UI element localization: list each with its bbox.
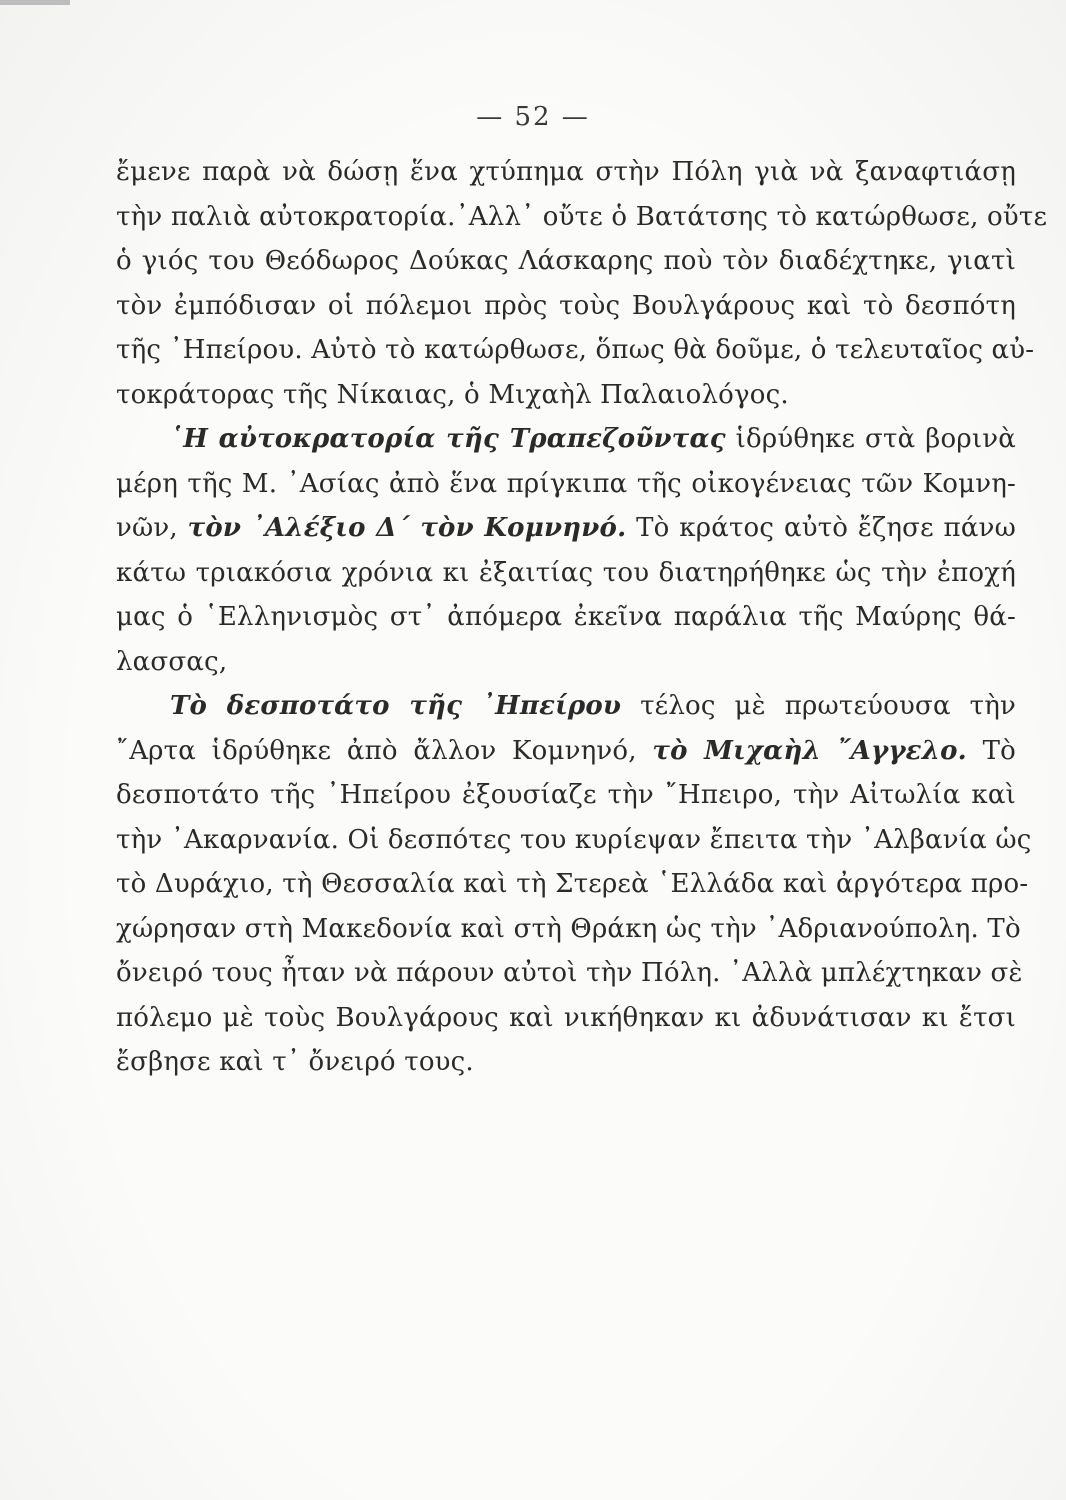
text-line xyxy=(116,640,1016,685)
text-line xyxy=(116,862,1029,907)
text-line xyxy=(116,328,1035,373)
text-run: κάτω τριακόσια χρόνια κι ἐξαιτίας του διατηρήθηκε ὡς τὴν ἐποχή xyxy=(116,557,1016,588)
text-run: τέλος μὲ πρωτεύουσα τὴν xyxy=(621,691,1016,721)
text-line xyxy=(116,284,1016,329)
text-run: ἱδρύθηκε στὰ βορινὰ xyxy=(725,424,1016,454)
text-line xyxy=(116,1040,1016,1085)
text-run: μας ὁ ῾Ελληνισμὸς στ᾿ ἀπόμερα ἐκεῖνα παράλια τῆς Μαύρης θά- xyxy=(116,602,1016,632)
text-run: τὴν παλιὰ αὐτοκρατορία.᾿Αλλ᾿ οὔτε ὁ Βατάτσης τὸ κατώρθωσε, οὔτε xyxy=(116,201,1048,232)
text-run: Τὸ xyxy=(966,735,1016,766)
text-run: ὄνειρό τους ἦταν νὰ πάρουν αὐτοὶ τὴν Πόλη. ᾿Αλλὰ μπλέχτηκαν σὲ xyxy=(116,958,1023,988)
emphasized-text: Τὸ δεσποτάτο τῆς ᾿Ηπείρου xyxy=(170,691,622,721)
page-number: — 52 — xyxy=(476,102,590,132)
text-line xyxy=(116,595,1016,640)
text-run: χώρησαν στὴ Μακεδονία καὶ στὴ Θράκη ὡς τὴν ᾿Αδριανούπολη. Τὸ xyxy=(116,913,1021,944)
text-run: Τὸ κράτος αὐτὸ ἔζησε πάνω xyxy=(626,513,1016,543)
text-line xyxy=(116,907,1021,952)
emphasized-text: ῾Η αὐτοκρατορία τῆς Τραπεζοῦντας xyxy=(170,424,726,454)
text-line xyxy=(116,551,1016,596)
text-line xyxy=(116,506,1016,551)
body-text xyxy=(116,150,1048,1085)
text-line xyxy=(116,684,1016,729)
text-line xyxy=(116,373,1016,418)
text-run: τὸ Δυράχιο, τὴ Θεσσαλία καὶ τὴ Στερεὰ ῾Ελλάδα καὶ ἀργότερα προ- xyxy=(116,869,1029,899)
text-line xyxy=(116,951,1023,996)
text-run: δεσποτάτο τῆς ᾿Ηπείρου ἐξουσίαζε τὴν ῎Ηπειρο, τὴν Αἰτωλία καὶ xyxy=(116,780,1016,810)
text-run: λασσας, xyxy=(116,646,228,677)
text-run: τὴν ᾿Ακαρνανία. Οἱ δεσπότες του κυρίεψαν ἔπειτα τὴν ᾿Αλβανία ὡς xyxy=(116,824,1032,855)
text-run: ἔμενε παρὰ νὰ δώσῃ ἕνα χτύπημα στὴν Πόλη γιὰ νὰ ξαναφτιάσῃ xyxy=(116,157,1016,187)
text-line xyxy=(116,239,1016,284)
scan-edge-mark xyxy=(0,0,70,5)
text-run: μέρη τῆς Μ. ᾿Ασίας ἀπὸ ἕνα πρίγκιπα τῆς οἰκογένειας τῶν Κομνη- xyxy=(116,468,1016,499)
text-line xyxy=(116,818,1032,863)
text-line xyxy=(116,773,1016,818)
text-run: τὸν ἐμπόδισαν οἱ πόλεμοι πρὸς τοὺς Βουλγάρους καὶ τὸ δεσπότη xyxy=(116,290,1016,321)
text-run: νῶν, xyxy=(116,513,188,543)
text-run: τοκράτορας τῆς Νίκαιας, ὁ Μιχαὴλ Παλαιολόγος. xyxy=(116,379,789,410)
text-run: ἔσβησε καὶ τ᾿ ὄνειρό τους. xyxy=(116,1047,474,1077)
emphasized-text: τὸν ᾿Αλέξιο Δ΄ τὸν Κομνηνό. xyxy=(187,513,627,543)
text-run: τῆς ᾿Ηπείρου. Αὐτὸ τὸ κατώρθωσε, ὅπως θὰ δοῦμε, ὁ τελευταῖος αὐ- xyxy=(116,335,1035,365)
text-run: πόλεμο μὲ τοὺς Βουλγάρους καὶ νικήθηκαν κι ἀδυνάτισαν κι ἔτσι xyxy=(116,1002,1016,1033)
text-line xyxy=(116,462,1016,507)
text-line xyxy=(116,195,1048,240)
text-line xyxy=(116,417,1016,462)
text-run: ῎Αρτα ἱδρύθηκε ἀπὸ ἄλλον Κομνηνό, xyxy=(116,735,653,766)
text-run: ὁ γιός του Θεόδωρος Δούκας Λάσκαρης ποὺ τὸν διαδέχτηκε, γιατὶ xyxy=(116,246,1016,276)
emphasized-text: τὸ Μιχαὴλ ῎Αγγελο. xyxy=(652,735,967,766)
text-line xyxy=(116,150,1016,195)
text-line xyxy=(116,729,1016,774)
text-line xyxy=(116,996,1016,1041)
